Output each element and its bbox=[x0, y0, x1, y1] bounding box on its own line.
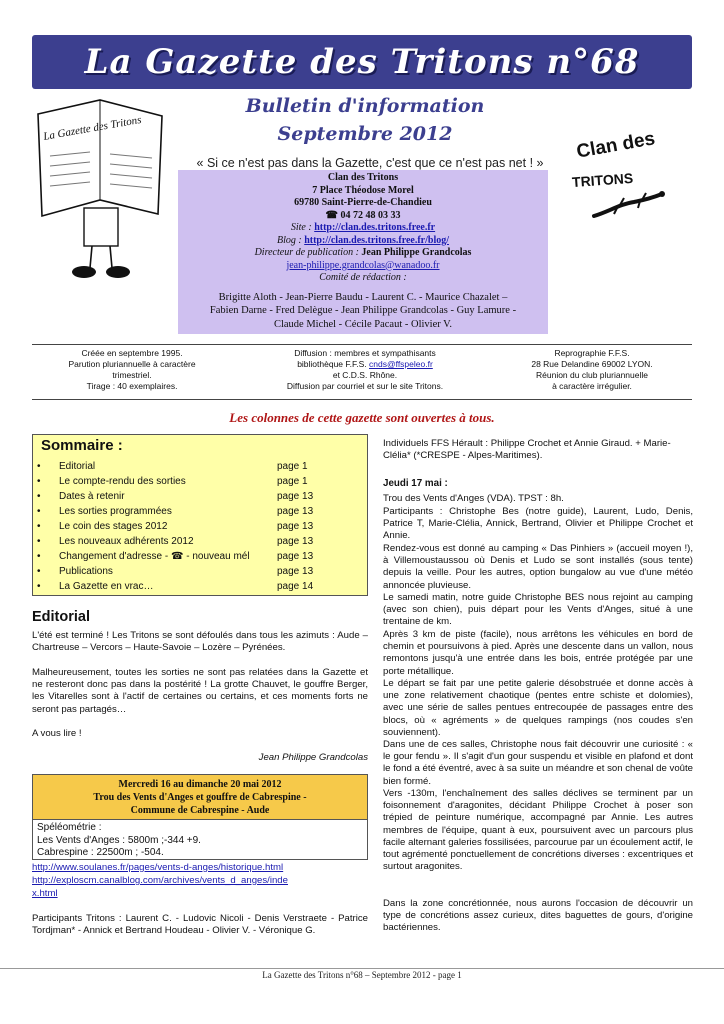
bullet-icon: • bbox=[37, 581, 41, 592]
info-top-rule bbox=[32, 344, 692, 345]
toc-label: Publications bbox=[59, 566, 113, 577]
comite-label: Comité de rédaction : bbox=[319, 272, 407, 283]
report-paragraph: Vers -130m, l'enchaînement des salles déclives se terminent par un foisonnement d'aragonites, décidant Philippe Crochet à poser son trépied de peinture numérique, accompagné par Annie. Les autres membres de l'équipe, quant à eux, poursuivent avec un parcours plus facile alternant galeries fossilisées, parcourue par un écoulement actif, le tout agrémenté ponctuellement de concrétions diverses : excentriques et surtout aragonites. bbox=[383, 788, 693, 873]
motto-quote: « Si ce n'est pas dans la Gazette, c'est que ce n'est pas net ! » bbox=[196, 156, 544, 170]
participants-paragraph: Participants Tritons : Laurent C. - Ludovic Nicoli - Denis Verstraete - Patrice Tordjman* - Annick et Bertrand Houdeau - Olivier V. - Véronique G. bbox=[32, 913, 368, 937]
toc-label: Changement d'adresse - ☎ - nouveau mél bbox=[59, 551, 250, 562]
toc-item[interactable] bbox=[33, 566, 367, 579]
report-paragraph: Rendez-vous est donné au camping « Das Pinhiers » (accueil moyen !), à Villemoustaussou où Denis et Ludo se sont installés (sous tente) depuis la veille. Pour les autres, option bungalow au vue d'une météo annoncée pluvieuse. bbox=[383, 543, 693, 591]
toc-page: page 13 bbox=[277, 536, 314, 547]
club-street: 7 Place Théodose Morel bbox=[312, 184, 414, 196]
toc-item[interactable] bbox=[33, 491, 367, 504]
director-label: Directeur de publication : bbox=[254, 247, 359, 258]
illustration-paper-text: La Gazette des Tritons bbox=[42, 113, 143, 143]
toc-item[interactable] bbox=[33, 476, 367, 489]
toc-label: Dates à retenir bbox=[59, 491, 125, 502]
director-name: Jean Philippe Grandcolas bbox=[361, 247, 472, 258]
info-col-creation bbox=[32, 348, 232, 392]
speleometrie-box bbox=[32, 820, 368, 860]
toc-page: page 13 bbox=[277, 506, 314, 517]
bullet-icon: • bbox=[37, 506, 41, 517]
report-paragraph: Dans la zone concrétionnée, nous aurons l'occasion de découvrir un type de concrétions assez curieux, dites baguettes de gours, d'origine bactériennes. bbox=[383, 898, 693, 934]
cnds-email-link[interactable]: cnds@ffspeleo.fr bbox=[369, 359, 433, 369]
info-line: 28 Rue Delandine 69002 LYON. bbox=[531, 359, 653, 369]
speleo-line: Les Vents d'Anges : 5800m ;-344 +9. bbox=[37, 834, 201, 846]
comite-line: Claude Michel - Cécile Pacaut - Olivier V. bbox=[273, 318, 453, 330]
director-email-link[interactable]: jean-philippe.grandcolas@wanadoo.fr bbox=[286, 259, 440, 271]
toc-page: page 13 bbox=[277, 551, 314, 562]
info-col-diffusion bbox=[245, 348, 485, 392]
newspaper-reader-illustration bbox=[30, 96, 170, 282]
toc-page: page 1 bbox=[277, 476, 308, 487]
toc-item[interactable] bbox=[33, 581, 367, 594]
editorial-signature: Jean Philippe Grandcolas bbox=[258, 752, 368, 763]
date-subtitle: Septembre 2012 bbox=[277, 123, 453, 145]
info-line: Réunion du club pluriannuelle bbox=[536, 370, 648, 380]
toc-page: page 13 bbox=[277, 566, 314, 577]
comite-members bbox=[178, 291, 548, 332]
toc-label: Le coin des stages 2012 bbox=[59, 521, 168, 532]
footer-rule bbox=[0, 968, 724, 969]
tagline: Les colonnes de cette gazette sont ouvertes à tous. bbox=[229, 410, 495, 425]
club-name: Clan des Tritons bbox=[327, 172, 399, 183]
event-place: Trou des Vents d'Anges et gouffre de Cabrespine - bbox=[93, 792, 307, 803]
toc-item[interactable] bbox=[33, 461, 367, 474]
bullet-icon: • bbox=[37, 521, 41, 532]
table-of-contents bbox=[32, 434, 368, 596]
toc-label: Les sorties programmées bbox=[59, 506, 172, 517]
logo-line1: Clan des bbox=[575, 128, 657, 163]
report-paragraph: Participants : Christophe Bes (notre guide), Laurent, Ludo, Denis, Patrice T, Marie-Clélia, Annick, Bertrand, Olivier et Philippe Crochet et Annie. bbox=[383, 506, 693, 542]
bullet-icon: • bbox=[37, 461, 41, 472]
toc-page: page 1 bbox=[277, 461, 308, 472]
report-paragraph: Le départ se fait par une petite galerie désobstruée et donne accès à une zone relativement chaotique (pentes entre schiste et dolomies), avec une série de salles pentues entrecoupée de passages entre des blocs, où « agréments » de quelques rampings (nos coudes s'en souviennent). bbox=[383, 678, 693, 738]
blog-label: Blog : bbox=[276, 234, 302, 246]
toc-label: La Gazette en vrac… bbox=[59, 581, 154, 592]
event-dates: Mercredi 16 au dimanche 20 mai 2012 bbox=[118, 779, 282, 790]
club-city: 69780 Saint-Pierre-de-Chandieu bbox=[294, 197, 432, 208]
speleo-title: Spéléométrie : bbox=[37, 822, 102, 833]
event-commune: Commune de Cabrespine - Aude bbox=[130, 805, 270, 816]
toc-item[interactable] bbox=[33, 551, 367, 564]
toc-item[interactable] bbox=[33, 506, 367, 519]
toc-page: page 13 bbox=[277, 491, 314, 502]
report-paragraph: Le samedi matin, notre guide Christophe BES nous rejoint au camping (avec son chien), puis départ pour les Vents d'Anges, situé à une trentaine de km. bbox=[383, 592, 693, 628]
toc-page: page 14 bbox=[277, 581, 314, 592]
individuels-paragraph: Individuels FFS Hérault : Philippe Crochet et Annie Giraud. + Marie-Clélia* (*CRESPE - Alpes-Maritimes). bbox=[383, 438, 671, 462]
toc-page: page 13 bbox=[277, 521, 314, 532]
comite-line: Fabien Darne - Fred Delègue - Jean Philippe Grandcolas - Guy Lamure - bbox=[209, 305, 517, 316]
info-bottom-rule bbox=[32, 399, 692, 400]
event-header-box bbox=[32, 774, 368, 820]
bullet-icon: • bbox=[37, 491, 41, 502]
info-col-reprographie bbox=[492, 348, 692, 392]
info-line: bibliothèque F.F.S. bbox=[297, 359, 367, 369]
info-line: Diffusion : membres et sympathisants bbox=[294, 348, 436, 358]
info-line: à caractère irrégulier. bbox=[552, 381, 632, 391]
report-paragraph: Trou des Vents d'Anges (VDA). TPST : 8h. bbox=[383, 493, 564, 504]
info-line: Tirage : 40 exemplaires. bbox=[86, 381, 178, 391]
exploscm-link-cont[interactable]: x.html bbox=[32, 888, 58, 899]
toc-item[interactable] bbox=[33, 536, 367, 549]
info-line: trimestriel. bbox=[112, 370, 152, 380]
info-line: Créée en septembre 1995. bbox=[81, 348, 183, 358]
site-link[interactable]: http://clan.des.tritons.free.fr bbox=[314, 222, 436, 233]
page-footer: La Gazette des Tritons n°68 – Septembre 2012 - page 1 bbox=[262, 970, 462, 980]
salamander-logo-icon bbox=[590, 190, 670, 222]
info-line: Parution pluriannuelle à caractère bbox=[68, 359, 196, 369]
soulanes-link[interactable]: http://www.soulanes.fr/pages/vents-d-anges/historique.html bbox=[32, 862, 284, 873]
editorial-paragraph: L'été est terminé ! Les Tritons se sont défoulés dans tous les azimuts : Aude – Chartreuse – Vercors – Haute-Savoie – Lozère – Pyrénées. bbox=[32, 630, 368, 654]
contact-block bbox=[178, 170, 548, 334]
editorial-paragraph: A vous lire ! bbox=[32, 728, 82, 739]
bullet-icon: • bbox=[37, 551, 41, 562]
info-line: et C.D.S. Rhône. bbox=[332, 370, 398, 380]
club-phone: ☎ 04 72 48 03 33 bbox=[325, 209, 401, 221]
toc-label: Editorial bbox=[59, 461, 96, 472]
report-paragraph: Dans une de ces salles, Christophe nous fait découvrir une curiosité : « le gour fendu ». Il s'agit d'un gour suspendu et visible en plafond et dont le fond a été éventré, avec à sa suite un méandre et son chenal de voûte bien formé. bbox=[383, 739, 693, 787]
logo-line2: TRITONS bbox=[571, 169, 634, 191]
day-heading: Jeudi 17 mai : bbox=[383, 478, 448, 489]
toc-label: Le compte-rendu des sorties bbox=[59, 476, 186, 487]
title-banner bbox=[32, 35, 692, 89]
toc-label: Les nouveaux adhérents 2012 bbox=[59, 536, 194, 547]
speleo-line: Cabrespine : 22500m ; -504. bbox=[37, 847, 164, 858]
report-paragraph: Après 3 km de piste (facile), nous arrêtons les véhicules en bord de chemin et poursuivons à pied. Après une descente dans un vallon, nous remontons jusqu'à une entrée dans les bois, entrée protégée par une porte métallique. bbox=[383, 629, 693, 677]
blog-link[interactable]: http://clan.des.tritons.free.fr/blog/ bbox=[304, 234, 450, 246]
info-line: Reprographie F.F.S. bbox=[554, 348, 630, 358]
sommaire-title: Sommaire : bbox=[41, 437, 123, 454]
bullet-icon: • bbox=[37, 536, 41, 547]
editorial-paragraph: Malheureusement, toutes les sorties ne sont pas relatées dans la Gazette et ne resteront donc pas dans la postérité ! La grotte Chauvet, le gouffre Berger, les Vitarelles sont à l'actif de certaines ou certains, et ces moments forts ne seront pas partagés… bbox=[32, 667, 368, 715]
editorial-heading: Editorial bbox=[32, 609, 91, 625]
bullet-icon: • bbox=[37, 566, 41, 577]
gazette-title: La Gazette des Tritons n°68 bbox=[84, 42, 640, 82]
exploscm-link[interactable]: http://exploscm.canalblog.com/archives/vents_d_anges/inde bbox=[32, 875, 288, 886]
info-line: Diffusion par courriel et sur le site Tritons. bbox=[286, 381, 444, 391]
toc-item[interactable] bbox=[33, 521, 367, 534]
site-label: Site : bbox=[290, 222, 312, 233]
bullet-icon: • bbox=[37, 476, 41, 487]
comite-line: Brigitte Aloth - Jean-Pierre Baudu - Laurent C. - Maurice Chazalet – bbox=[218, 291, 508, 303]
bulletin-subtitle: Bulletin d'information bbox=[245, 95, 485, 117]
